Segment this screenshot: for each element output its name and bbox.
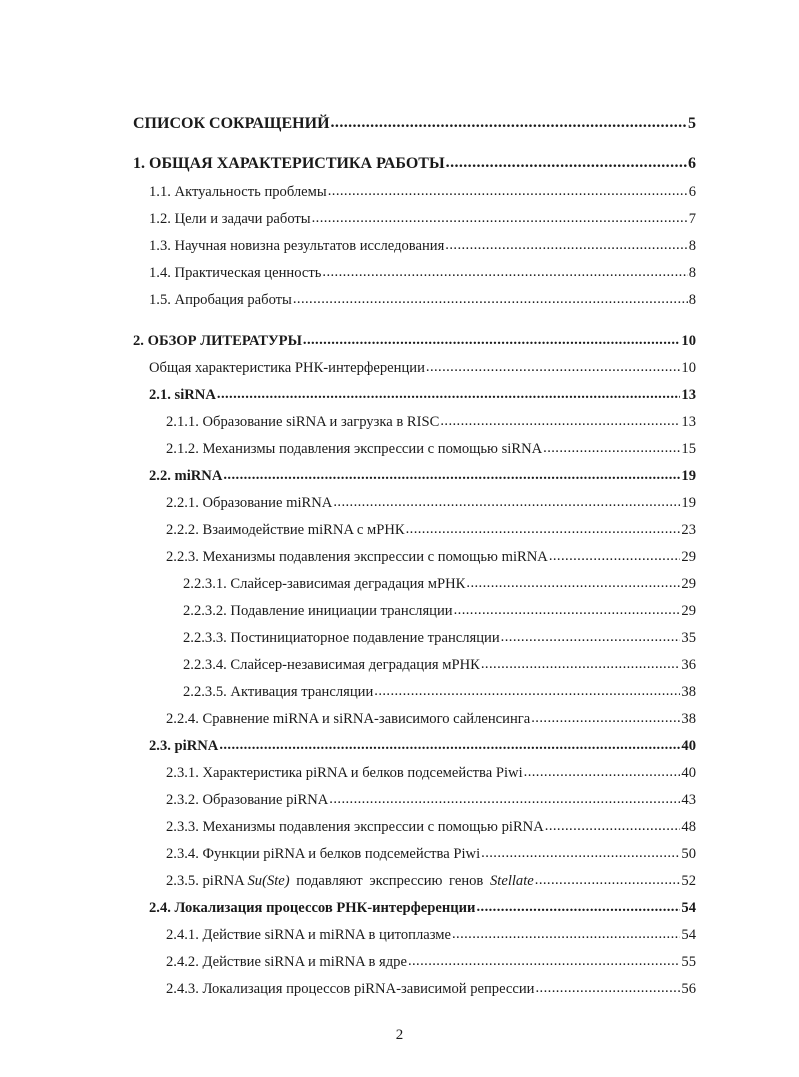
toc-entry[interactable]: [183, 627, 696, 649]
dot-leader: [374, 680, 680, 702]
dot-leader: [454, 599, 681, 621]
toc-entry[interactable]: [166, 951, 696, 973]
toc-label: 2.4.2. Действие siRNA и miRNA в ядре: [166, 954, 407, 970]
toc-entry[interactable]: [133, 330, 696, 352]
toc-label: 2.3.2. Образование piRNA: [166, 792, 329, 808]
toc-page-number: 48: [681, 819, 696, 835]
toc-label: 2.2.3.1. Слайсер-зависимая деградация мРНК: [183, 576, 466, 592]
toc-label: Общая характеристика РНК-интерференции: [149, 360, 425, 376]
toc-entry[interactable]: [166, 546, 696, 568]
toc-entry[interactable]: [149, 262, 696, 284]
toc-label-part: 2.3.5. piRNA: [166, 873, 248, 889]
toc-label-italic: Stellate: [489, 873, 534, 889]
toc-page-number: 38: [681, 684, 696, 700]
toc-label: 1.4. Практическая ценность: [149, 265, 322, 281]
toc-page-number: 29: [681, 549, 696, 565]
toc-page-number: 38: [681, 711, 696, 727]
toc-page-number: 23: [681, 522, 696, 538]
toc-label: СПИСОК СОКРАЩЕНИЙ: [133, 115, 330, 132]
toc-label: 1.2. Цели и задачи работы: [149, 211, 311, 227]
toc-entry[interactable]: [149, 181, 696, 203]
page-number: 2: [395, 1027, 404, 1043]
toc-page-number: 54: [681, 900, 696, 916]
dot-leader: [466, 572, 680, 594]
toc-page-number: 56: [681, 981, 696, 997]
dot-leader: [531, 707, 680, 729]
toc-entry[interactable]: [183, 573, 696, 595]
toc-entry[interactable]: [149, 235, 696, 257]
dot-leader: [481, 653, 681, 675]
toc-page-number: 40: [681, 765, 696, 781]
toc-page-number: 5: [688, 115, 696, 132]
toc-entry[interactable]: [166, 978, 696, 1000]
dot-leader: [223, 464, 680, 486]
toc-label-italic: Su(Ste): [247, 873, 290, 889]
toc-page-number: 10: [681, 333, 696, 349]
dot-leader: [440, 410, 680, 432]
dot-leader: [331, 112, 687, 134]
dot-leader: [293, 288, 688, 310]
toc-label: 2.2.2. Взаимодействие miRNA с мРНК: [166, 522, 405, 538]
dot-leader: [328, 180, 688, 202]
toc-entry[interactable]: [166, 870, 696, 892]
toc-label: 2.2.3.4. Слайсер-независимая деградация мРНК: [183, 657, 480, 673]
dot-leader: [476, 896, 680, 918]
toc-entry[interactable]: [149, 289, 696, 311]
toc-label: 2.2.3.3. Постинициаторное подавление трансляции: [183, 630, 500, 646]
toc-entry[interactable]: [166, 762, 696, 784]
toc-label: 2.2.3. Механизмы подавления экспрессии с помощью miRNA: [166, 549, 548, 565]
toc-entry[interactable]: [183, 600, 696, 622]
toc-entry[interactable]: [166, 789, 696, 811]
dot-leader: [408, 950, 680, 972]
toc-entry[interactable]: [166, 519, 696, 541]
toc-page-number: 8: [688, 265, 696, 281]
toc-entry[interactable]: [133, 113, 696, 135]
toc-label: 1. ОБЩАЯ ХАРАКТЕРИСТИКА РАБОТЫ: [133, 155, 445, 172]
toc-page-number: 54: [681, 927, 696, 943]
toc-label: 2.3.1. Характеристика piRNA и белков подсемейства Piwi: [166, 765, 523, 781]
toc-entry[interactable]: [149, 735, 696, 757]
toc-page-number: 8: [688, 292, 696, 308]
toc-page-number: 36: [681, 657, 696, 673]
toc-label-part: подавляют экспрессию генов: [289, 873, 490, 889]
toc-page-number: 7: [688, 211, 696, 227]
toc-label: 2.3.4. Функции piRNA и белков подсемейства Piwi: [166, 846, 481, 862]
toc-entry[interactable]: [166, 492, 696, 514]
toc-label: 2.4.1. Действие siRNA и miRNA в цитоплазме: [166, 927, 451, 943]
toc-label: 1.5. Апробация работы: [149, 292, 292, 308]
toc-label: 2.3.3. Механизмы подавления экспрессии с помощью piRNA: [166, 819, 544, 835]
dot-leader: [543, 437, 680, 459]
toc-page-number: 50: [681, 846, 696, 862]
toc-entry[interactable]: [149, 357, 696, 379]
toc-label: 2.1.2. Механизмы подавления экспрессии с помощью siRNA: [166, 441, 543, 457]
toc-entry[interactable]: [166, 816, 696, 838]
toc-label: [166, 870, 534, 892]
toc-label: 2.2.3.2. Подавление инициации трансляции: [183, 603, 453, 619]
toc-page-number: 40: [681, 738, 696, 754]
toc-label: 2.4. Локализация процессов РНК-интерференции: [149, 900, 476, 916]
toc-label: 2.3. piRNA: [149, 738, 219, 754]
toc-entry[interactable]: [183, 681, 696, 703]
dot-leader: [303, 329, 681, 351]
toc-label: 2.2. miRNA: [149, 468, 223, 484]
dot-leader: [219, 734, 680, 756]
toc-entry[interactable]: [166, 843, 696, 865]
toc-page-number: 19: [681, 468, 696, 484]
dot-leader: [333, 491, 680, 513]
dot-leader: [524, 761, 681, 783]
toc-entry[interactable]: [149, 897, 696, 919]
dot-leader: [501, 626, 681, 648]
toc-page-number: 19: [681, 495, 696, 511]
toc-page-number: 52: [681, 873, 696, 889]
dot-leader: [545, 815, 681, 837]
toc-entry[interactable]: [183, 654, 696, 676]
toc-page-number: 13: [681, 414, 696, 430]
dot-leader: [535, 869, 681, 891]
dot-leader: [217, 383, 681, 405]
toc-page-number: 15: [681, 441, 696, 457]
toc-page-number: 13: [681, 387, 696, 403]
toc-entry[interactable]: [166, 411, 696, 433]
toc-page-number: 6: [688, 184, 696, 200]
dot-leader: [446, 152, 687, 174]
toc-entry[interactable]: [149, 465, 696, 487]
dot-leader: [481, 842, 680, 864]
toc-entry[interactable]: [166, 924, 696, 946]
toc-page-number: 8: [688, 238, 696, 254]
toc-label: 2.1. siRNA: [149, 387, 216, 403]
dot-leader: [445, 234, 687, 256]
toc-page-number: 43: [681, 792, 696, 808]
toc-page-number: 35: [681, 630, 696, 646]
toc-page-number: 55: [681, 954, 696, 970]
dot-leader: [329, 788, 680, 810]
dot-leader: [536, 977, 681, 999]
toc-entry[interactable]: [166, 438, 696, 460]
dot-leader: [452, 923, 680, 945]
toc-label: 2. ОБЗОР ЛИТЕРАТУРЫ: [133, 333, 302, 349]
dot-leader: [312, 207, 688, 229]
toc-page-number: 29: [681, 576, 696, 592]
dot-leader: [322, 261, 687, 283]
toc-label: 1.3. Научная новизна результатов исследования: [149, 238, 445, 254]
toc-entry[interactable]: [149, 384, 696, 406]
toc-entry[interactable]: [133, 153, 696, 175]
dot-leader: [426, 356, 681, 378]
toc-page-number: 29: [681, 603, 696, 619]
toc-label: 2.2.4. Сравнение miRNA и siRNA-зависимого сайленсинга: [166, 711, 531, 727]
toc-page-number: 6: [688, 155, 696, 172]
toc-entry[interactable]: [166, 708, 696, 730]
toc-label: 2.1.1. Образование siRNA и загрузка в RISC: [166, 414, 440, 430]
toc-label: 1.1. Актуальность проблемы: [149, 184, 327, 200]
toc-label: 2.4.3. Локализация процессов piRNA-зависимой репрессии: [166, 981, 535, 997]
toc-page-number: 10: [681, 360, 696, 376]
dot-leader: [406, 518, 681, 540]
dot-leader: [549, 545, 681, 567]
toc-label: 2.2.1. Образование miRNA: [166, 495, 333, 511]
toc-entry[interactable]: [149, 208, 696, 230]
toc-label: 2.2.3.5. Активация трансляции: [183, 684, 374, 700]
